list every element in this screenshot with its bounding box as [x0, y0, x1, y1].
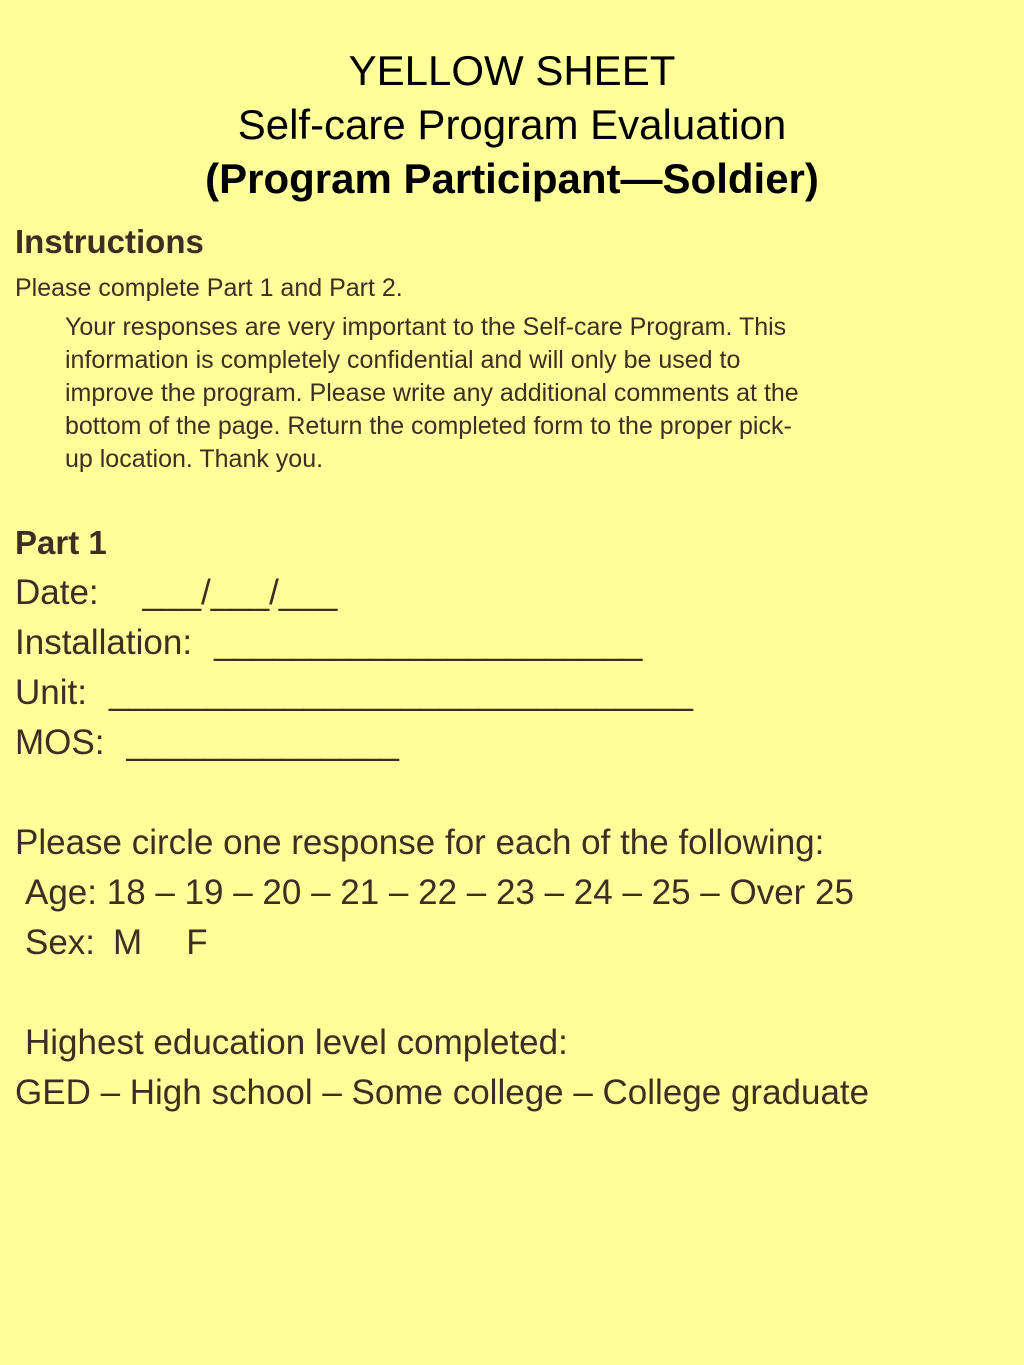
part1-heading: Part 1 — [15, 524, 107, 561]
date-label: Date: — [15, 573, 99, 612]
date-field[interactable] — [15, 571, 337, 615]
installation-field[interactable] — [15, 621, 642, 665]
instructions-heading: Instructions — [15, 223, 204, 260]
title-evaluation: Self-care Program Evaluation — [237, 101, 787, 148]
sex-option-f[interactable]: F — [186, 923, 208, 962]
education-label: Highest education level completed: — [25, 1023, 568, 1062]
mos-field[interactable] — [15, 721, 399, 765]
instructions-body-line: bottom of the page. Return the completed form to the proper pick- — [65, 412, 792, 440]
installation-label: Installation: — [15, 623, 193, 662]
installation-blank[interactable]: ______________________ — [214, 623, 643, 662]
instructions-body-line: information is completely confidential and will only be used to — [65, 346, 741, 374]
age-options[interactable]: Age: 18 – 19 – 20 – 21 – 22 – 23 – 24 – 25 – Over 25 — [25, 873, 854, 912]
instructions-body-line: improve the program. Please write any additional comments at the — [65, 379, 799, 407]
instructions-intro: Please complete Part 1 and Part 2. — [15, 274, 403, 302]
unit-blank[interactable]: ______________________________ — [108, 673, 693, 712]
instructions-body-line: Your responses are very important to the Self-care Program. This — [65, 313, 787, 341]
unit-field[interactable] — [15, 671, 693, 715]
circle-instruction: Please circle one response for each of the following: — [15, 823, 825, 862]
unit-label: Unit: — [15, 673, 87, 712]
form-title — [0, 44, 1024, 206]
sex-label: Sex: — [25, 923, 96, 962]
sex-options — [25, 921, 208, 965]
mos-blank[interactable]: ______________ — [126, 723, 399, 762]
sex-option-m[interactable]: M — [113, 923, 143, 962]
education-options[interactable]: GED – High school – Some college – College graduate — [15, 1073, 870, 1112]
title-yellow-sheet: YELLOW SHEET — [348, 47, 676, 94]
instructions-body — [65, 311, 1005, 476]
instructions-body-line: up location. Thank you. — [65, 445, 324, 473]
mos-label: MOS: — [15, 723, 105, 762]
date-blank[interactable]: ___/___/___ — [142, 573, 338, 612]
title-participant: (Program Participant—Soldier) — [205, 155, 819, 202]
